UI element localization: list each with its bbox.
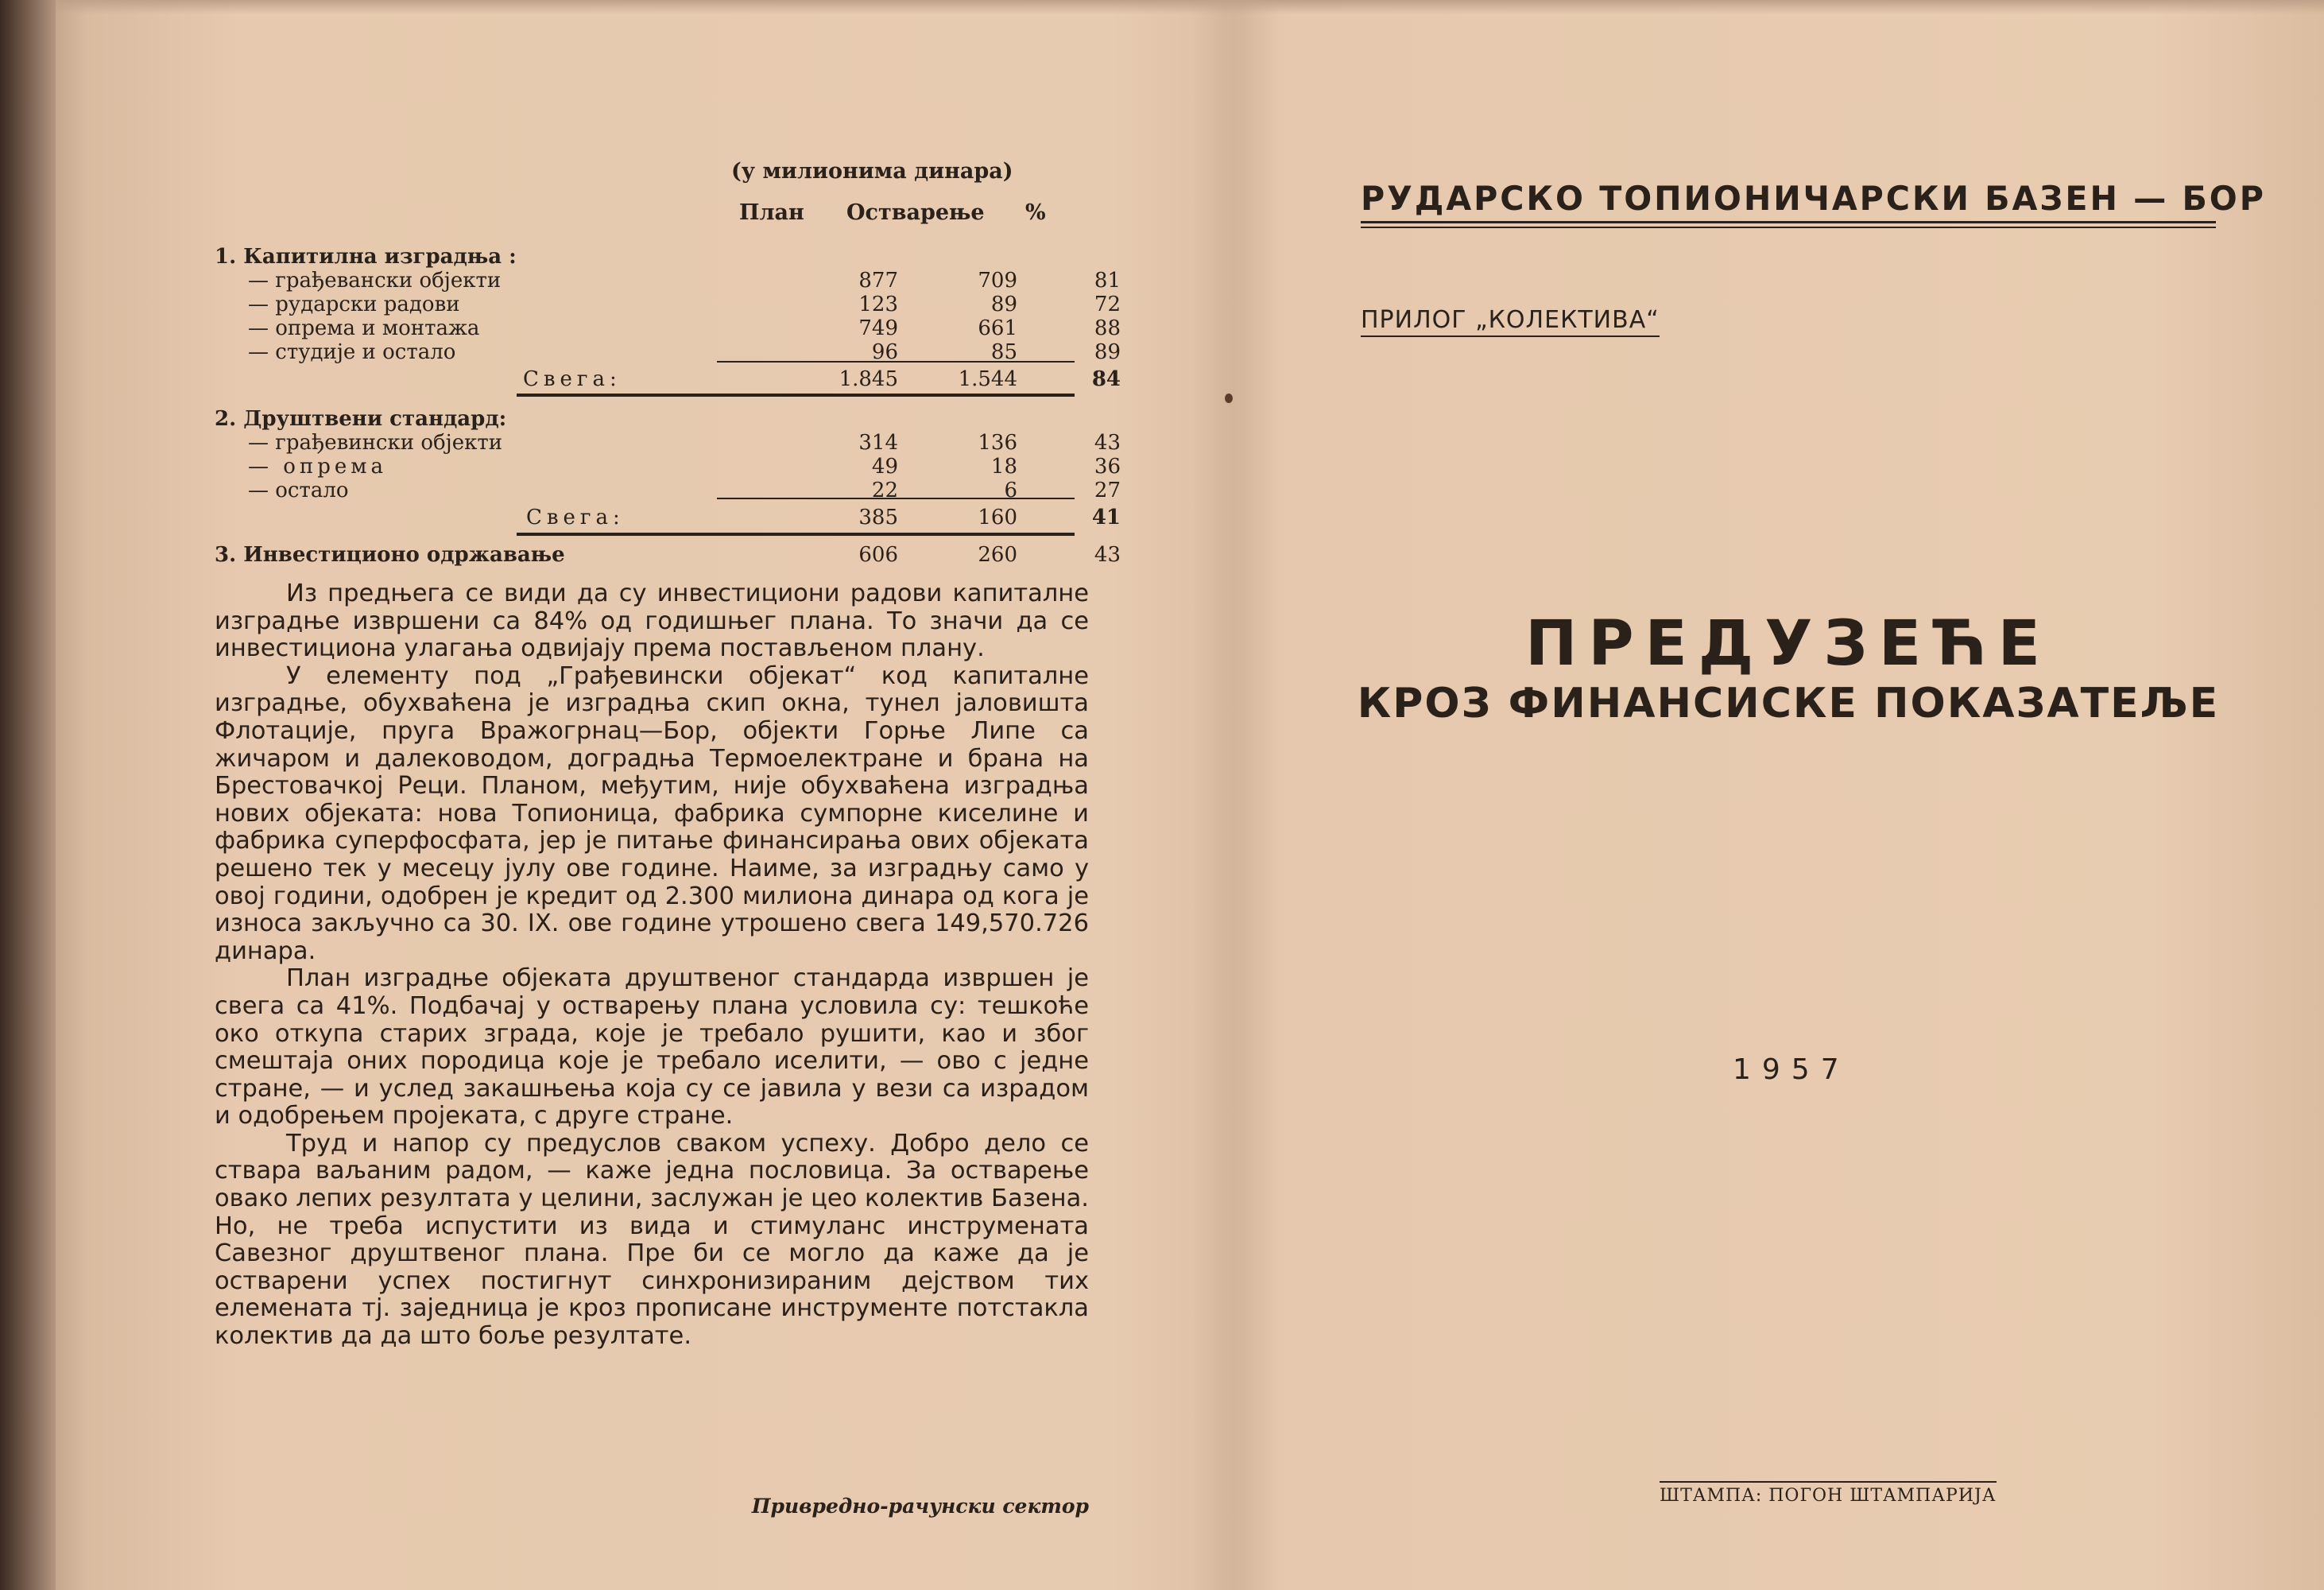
row-label: — опрема [248, 455, 388, 479]
row-pct: 27 [1094, 479, 1121, 502]
col-header-actual: Остварење [846, 200, 985, 225]
signature: Привредно-рачунски сектор [751, 1495, 1089, 1518]
table-row [215, 293, 1121, 316]
section-heading: 2. Друштвени стандард: [215, 407, 507, 431]
page-gutter [1192, 0, 1280, 1590]
row-plan: 96 [871, 340, 898, 364]
table-row [215, 269, 1121, 293]
article-body [215, 580, 1089, 1351]
total-actual: 1.544 [958, 367, 1017, 391]
section-2-total-row [215, 506, 1121, 529]
row-actual: 260 [978, 543, 1017, 567]
row-label: — студије и остало [248, 340, 456, 364]
paragraph: План изградње објеката друштвеног стандарда извршен је свега са 41%. Подбачај у остварењу плана условила су: тешкоће око откупа старих зграда, које је требало рушити, као и због смештаја оних породица које је требало иселити, — ово с једне стране, — и услед закашњења која су се јавила у вези са израдом и одобрењем пројеката, с друге стране. [215, 964, 1089, 1130]
book-spine [0, 0, 56, 1590]
paragraph: Из предњега се види да су инвестициони радови капиталне изградње извршени са 84% од годишњег плана. То значи да се инвестициона улагања одвијају према постављеном плану. [215, 580, 1089, 663]
row-plan: 22 [871, 479, 898, 502]
row-label: — грађевански објекти [248, 269, 502, 293]
main-subtitle: КРОЗ ФИНАНСИСКЕ ПОКАЗАТЕЉЕ [1357, 680, 2220, 727]
total-pct: 84 [1091, 367, 1121, 391]
row-pct: 89 [1094, 340, 1121, 364]
main-title: ПРЕДУЗЕЋЕ [1525, 608, 2051, 680]
section-1-heading-row [215, 245, 1081, 269]
title-rule [1361, 221, 2216, 223]
row-label: — грађевински објекти [248, 431, 503, 455]
row-label: — рударски радови [248, 293, 460, 316]
subtotal-rule [717, 498, 1075, 499]
supplement-label: ПРИЛОГ „КОЛЕКТИВА“ [1361, 306, 1660, 337]
row-pct: 81 [1094, 269, 1121, 293]
section-heading: 1. Капитилна изградња : [215, 245, 517, 269]
row-pct: 88 [1094, 316, 1121, 340]
row-plan: 123 [858, 293, 898, 316]
total-rule [517, 533, 1075, 536]
paragraph: У елементу под „Грађевински објекат“ код капиталне изградње, обухваћена је изградња скип окна, тунел јаловишта Флотације, пруга Вражогрнац—Бор, објекти Горње Липе са жичаром и далеководом, доградња Термоелектране и брана на Брестовачкој Реци. Планом, међутим, није обухваћена изградња нових објеката: нова Топионица, фабрика сумпорне киселине и фабрика суперфосфата, јер је питање финансирања ових објеката решено тек у месецу јулу ове године. Наиме, за изградњу само у овој години, одобрен је кредит од 2.300 милиона динара од кога је износа закључно са 30. IX. ове године утрошено свега 149,570.726 динара. [215, 661, 1089, 965]
title-rule-double [1361, 227, 2216, 228]
table-unit-note: (у милионима динара) [731, 159, 1013, 184]
printer-imprint: ШТАМПА: ПОГОН ШТАМПАРИЈА [1660, 1481, 1997, 1506]
total-label: Свега: [523, 367, 622, 391]
row-actual: 709 [978, 269, 1017, 293]
total-pct: 41 [1091, 506, 1121, 529]
row-pct: 36 [1094, 455, 1121, 479]
total-plan: 385 [858, 506, 898, 529]
subtotal-rule [717, 361, 1075, 363]
row-plan: 749 [858, 316, 898, 340]
section-3-row [215, 543, 1121, 567]
total-label: Свега: [526, 506, 625, 529]
table-row [215, 455, 1121, 479]
total-actual: 160 [978, 506, 1017, 529]
row-pct: 43 [1094, 431, 1121, 455]
section-1-total-row [215, 367, 1121, 391]
row-label: — остало [248, 479, 349, 502]
row-actual: 89 [990, 293, 1017, 316]
paragraph: Труд и напор су предуслов сваком успеху. Добро дело се ствара ваљаним радом, — каже једна пословица. За остварење овако лепих резултата у целини, заслужан је цео колектив Базена. Но, не треба испустити из вида и стимуланс инструмената Савезног друштвеног плана. Пре би се могло да каже да је остварени успех постигнут синхронизираним дејством тих елемената тј. заједница је кроз прописане инструменте потстакла колектив да да што боље резултате. [215, 1129, 1089, 1351]
row-pct: 43 [1094, 543, 1121, 567]
total-rule [517, 394, 1075, 397]
company-title: РУДАРСКО ТОПИОНИЧАРСКИ БАЗЕН — БОР [1361, 179, 2266, 218]
page-top-edge [56, 0, 2324, 14]
publication-year: 1957 [1733, 1053, 1850, 1086]
section-2-heading-row [215, 407, 1081, 431]
total-plan: 1.845 [839, 367, 898, 391]
row-plan: 877 [858, 269, 898, 293]
row-actual: 6 [1004, 479, 1017, 502]
row-pct: 72 [1094, 293, 1121, 316]
row-actual: 136 [978, 431, 1017, 455]
table-row [215, 431, 1121, 455]
row-plan: 49 [871, 455, 898, 479]
row-actual: 18 [990, 455, 1017, 479]
row-actual: 661 [978, 316, 1017, 340]
row-plan: 606 [858, 543, 898, 567]
row-plan: 314 [858, 431, 898, 455]
col-header-percent: % [1025, 200, 1046, 225]
row-label: — опрема и монтажа [248, 316, 480, 340]
row-actual: 85 [990, 340, 1017, 364]
col-header-plan: План [739, 200, 804, 225]
table-row [215, 316, 1121, 340]
section-heading: 3. Инвестиционо одржавање [215, 543, 565, 567]
paper-speck [1225, 394, 1233, 403]
